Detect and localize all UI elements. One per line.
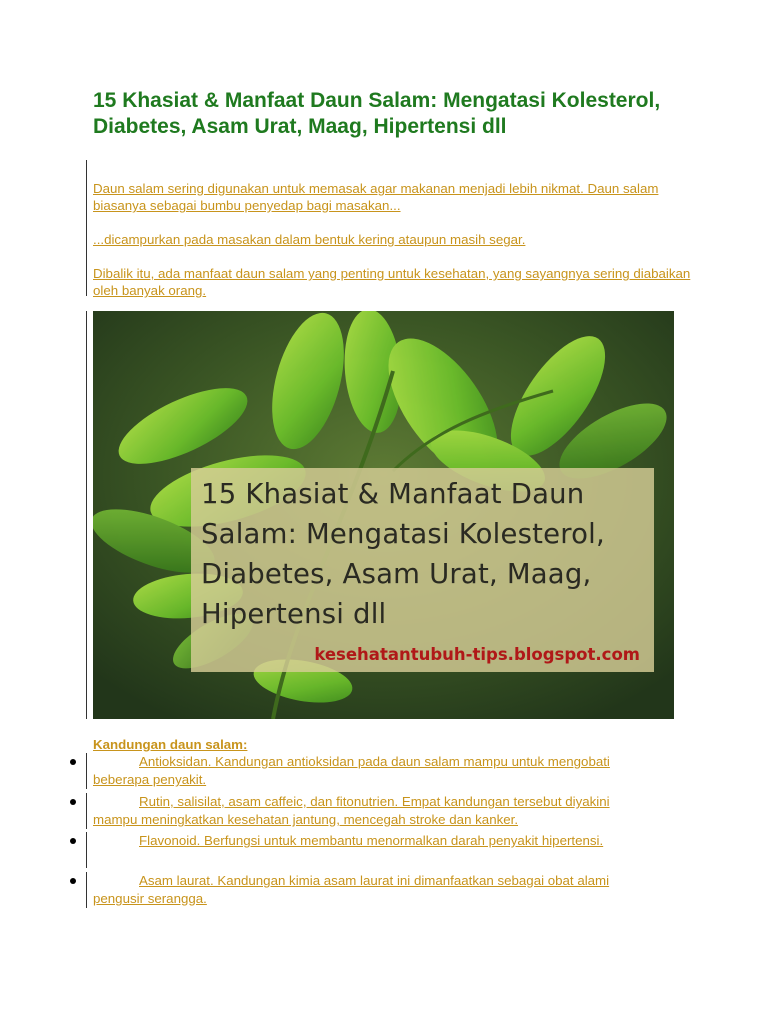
bullet-icon: [70, 759, 76, 765]
quote-bar: [86, 160, 87, 296]
intro-paragraph-2[interactable]: ...dicampurkan pada masakan dalam bentuk kering ataupun masih segar.: [93, 232, 526, 247]
quote-bar: [86, 872, 87, 908]
bullet-icon: [70, 838, 76, 844]
contents-item-antioksidan[interactable]: Antioksidan. Kandungan antioksidan pada daun salam mampu untuk mengobati beberapa penyakit.: [93, 754, 610, 787]
intro-paragraph-1[interactable]: Daun salam sering digunakan untuk memasak agar makanan menjadi lebih nikmat. Daun salam biasanya sebagai bumbu penyedap bagi masakan...: [93, 181, 659, 213]
bay-leaf-hero-image: [93, 311, 674, 719]
bullet-icon: [70, 878, 76, 884]
contents-heading[interactable]: Kandungan daun salam:: [93, 737, 248, 752]
image-watermark-url: kesehatantubuh-tips.blogspot.com: [314, 645, 640, 664]
image-caption-title: 15 Khasiat & Manfaat Daun Salam: Mengatasi Kolesterol, Diabetes, Asam Urat, Maag, Hipertensi dll: [201, 478, 605, 630]
contents-item-rutin[interactable]: Rutin, salisilat, asam caffeic, dan fitonutrien. Empat kandungan tersebut diyakini mampu meningkatkan kesehatan jantung, mencegah stroke dan kanker.: [93, 794, 610, 827]
contents-item-asam-laurat[interactable]: Asam laurat. Kandungan kimia asam laurat ini dimanfaatkan sebagai obat alami pengusir serangga.: [93, 873, 610, 906]
image-caption-box: [191, 468, 654, 672]
article-title: 15 Khasiat & Manfaat Daun Salam: Mengatasi Kolesterol, Diabetes, Asam Urat, Maag, Hipertensi dll: [93, 89, 661, 138]
quote-bar: [86, 793, 87, 829]
bullet-icon: [70, 799, 76, 805]
contents-item-flavonoid[interactable]: Flavonoid. Berfungsi untuk membantu menormalkan darah penyakit hipertensi.: [139, 833, 604, 848]
intro-paragraph-3[interactable]: Dibalik itu, ada manfaat daun salam yang penting untuk kesehatan, yang sayangnya sering diabaikan oleh banyak orang.: [93, 266, 691, 298]
quote-bar: [86, 832, 87, 868]
quote-bar: [86, 311, 87, 719]
quote-bar: [86, 753, 87, 789]
